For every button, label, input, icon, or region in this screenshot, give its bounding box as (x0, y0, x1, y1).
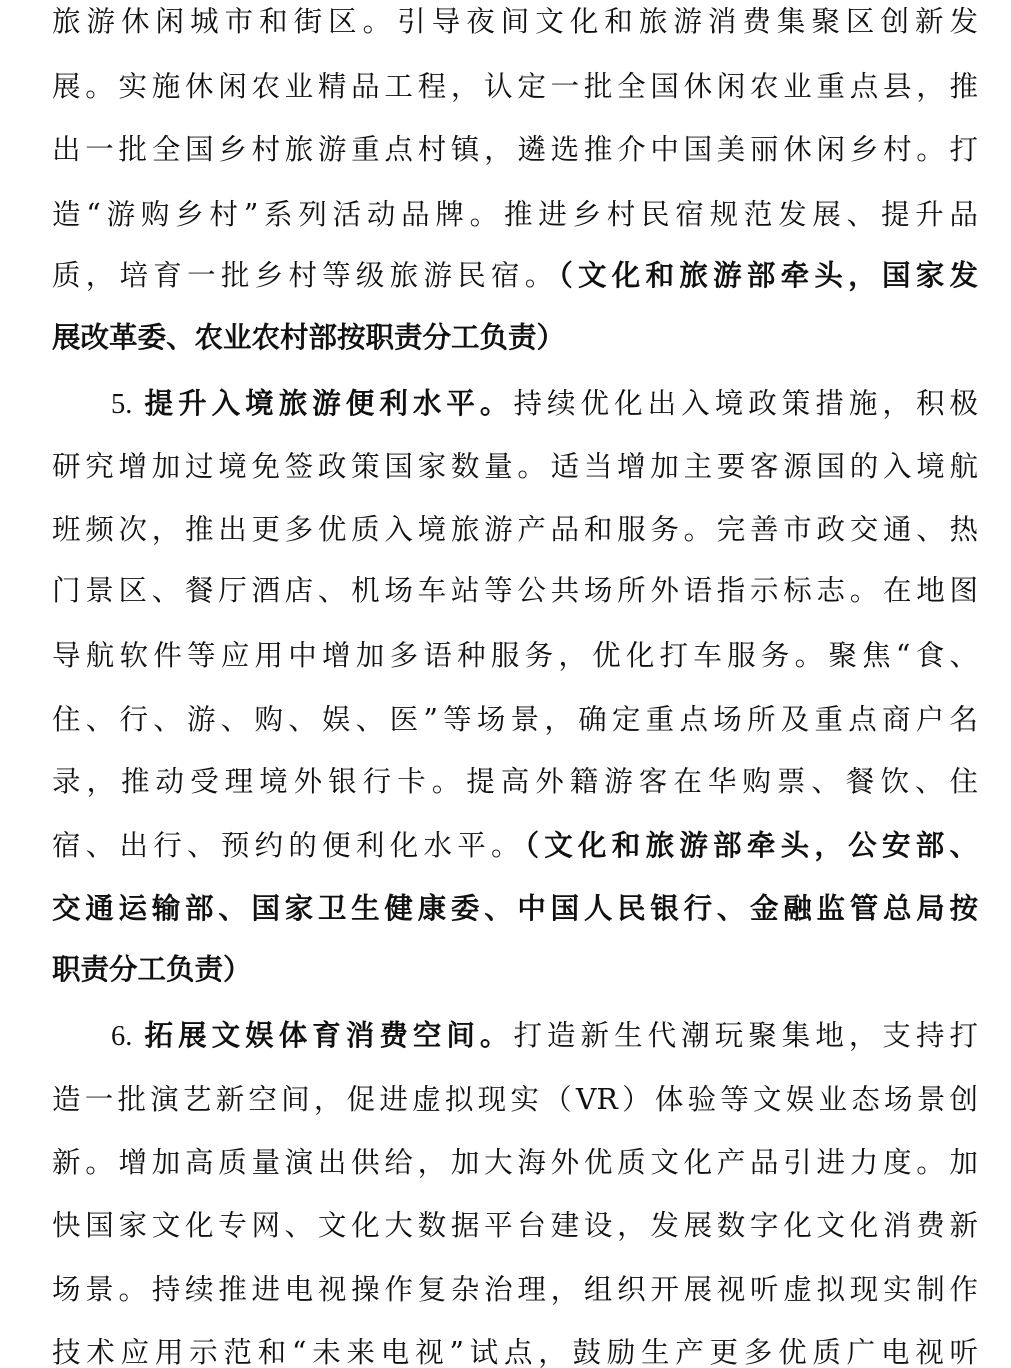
text-line (52, 1143, 978, 1183)
text-line (52, 1333, 978, 1368)
text-line (52, 510, 978, 550)
text-segment: 5. (111, 389, 145, 420)
bold-text-segment: （文化和旅游部牵头，国家发 (558, 259, 978, 292)
text-segment: 快国家文化专网、文化大数据平台建设，发展数字化文化消费新 (52, 1209, 978, 1242)
text-line (52, 826, 978, 866)
text-segment: 造“游购乡村”系列活动品牌。推进乡村民宿规范发展、提升品 (52, 198, 978, 231)
text-line (52, 318, 978, 358)
text-line (52, 1270, 978, 1310)
text-line (52, 889, 978, 929)
bold-text-segment: 展改革委、农业农村部按职责分工负责） (52, 321, 566, 354)
bold-text-segment: 交通运输部、国家卫生健康委、中国人民银行、金融监管总局按 (52, 892, 978, 925)
text-segment: 出一批全国乡村旅游重点村镇，遴选推介中国美丽休闲乡村。打 (52, 133, 978, 166)
text-segment: 研究增加过境免签政策国家数量。适当增加主要客源国的入境航 (52, 450, 978, 483)
text-segment: 班频次，推出更多优质入境旅游产品和服务。完善市政交通、热 (52, 513, 978, 546)
text-segment: 旅游休闲城市和街区。引导夜间文化和旅游消费集聚区创新发 (52, 5, 978, 38)
text-segment: 门景区、餐厅酒店、机场车站等公共场所外语指示标志。在地图 (52, 574, 978, 607)
text-line (52, 636, 978, 676)
text-segment: 住、行、游、购、娱、医”等场景，确定重点场所及重点商户名 (52, 703, 978, 736)
text-line (52, 195, 978, 235)
bold-text-segment: 拓展文娱体育消费空间。 (144, 1019, 514, 1052)
text-line (52, 571, 978, 611)
bold-text-segment: 职责分工负责） (52, 953, 252, 986)
text-line (52, 2, 978, 42)
text-line (52, 67, 978, 107)
text-segment: 质，培育一批乡村等级旅游民宿。 (52, 259, 559, 292)
text-line (52, 1080, 978, 1120)
text-line (52, 950, 978, 990)
text-line (52, 130, 978, 170)
bold-text-segment: 提升入境旅游便利水平。 (144, 387, 514, 420)
text-line (52, 762, 978, 802)
text-segment: 场景。持续推进电视操作复杂治理，组织开展视听虚拟现实制作 (52, 1273, 978, 1306)
text-segment: 展。实施休闲农业精品工程，认定一批全国休闲农业重点县，推 (52, 70, 978, 103)
text-segment: 技术应用示范和“未来电视”试点，鼓励生产更多优质广电视听 (52, 1336, 978, 1368)
text-line (52, 447, 978, 487)
text-segment: 录，推动受理境外银行卡。提高外籍游客在华购票、餐饮、住 (52, 765, 978, 798)
text-line (111, 384, 978, 424)
text-line (111, 1016, 978, 1056)
text-line (52, 256, 978, 296)
text-line (52, 1206, 978, 1246)
text-segment: 宿、出行、预约的便利化水平。 (52, 829, 525, 862)
text-segment: 6. (111, 1021, 145, 1052)
text-segment: 打造新生代潮玩聚集地，支持打 (513, 1019, 978, 1052)
text-segment: 新。增加高质量演出供给，加大海外优质文化产品引进力度。加 (52, 1146, 978, 1179)
text-segment: 持续优化出入境政策措施，积极 (513, 387, 978, 420)
text-line (52, 700, 978, 740)
text-segment: 造一批演艺新空间，促进虚拟现实（VR）体验等文娱业态场景创 (52, 1083, 978, 1116)
bold-text-segment: （文化和旅游部牵头，公安部、 (524, 829, 978, 862)
text-segment: 导航软件等应用中增加多语种服务，优化打车服务。聚焦“食、 (52, 639, 978, 672)
